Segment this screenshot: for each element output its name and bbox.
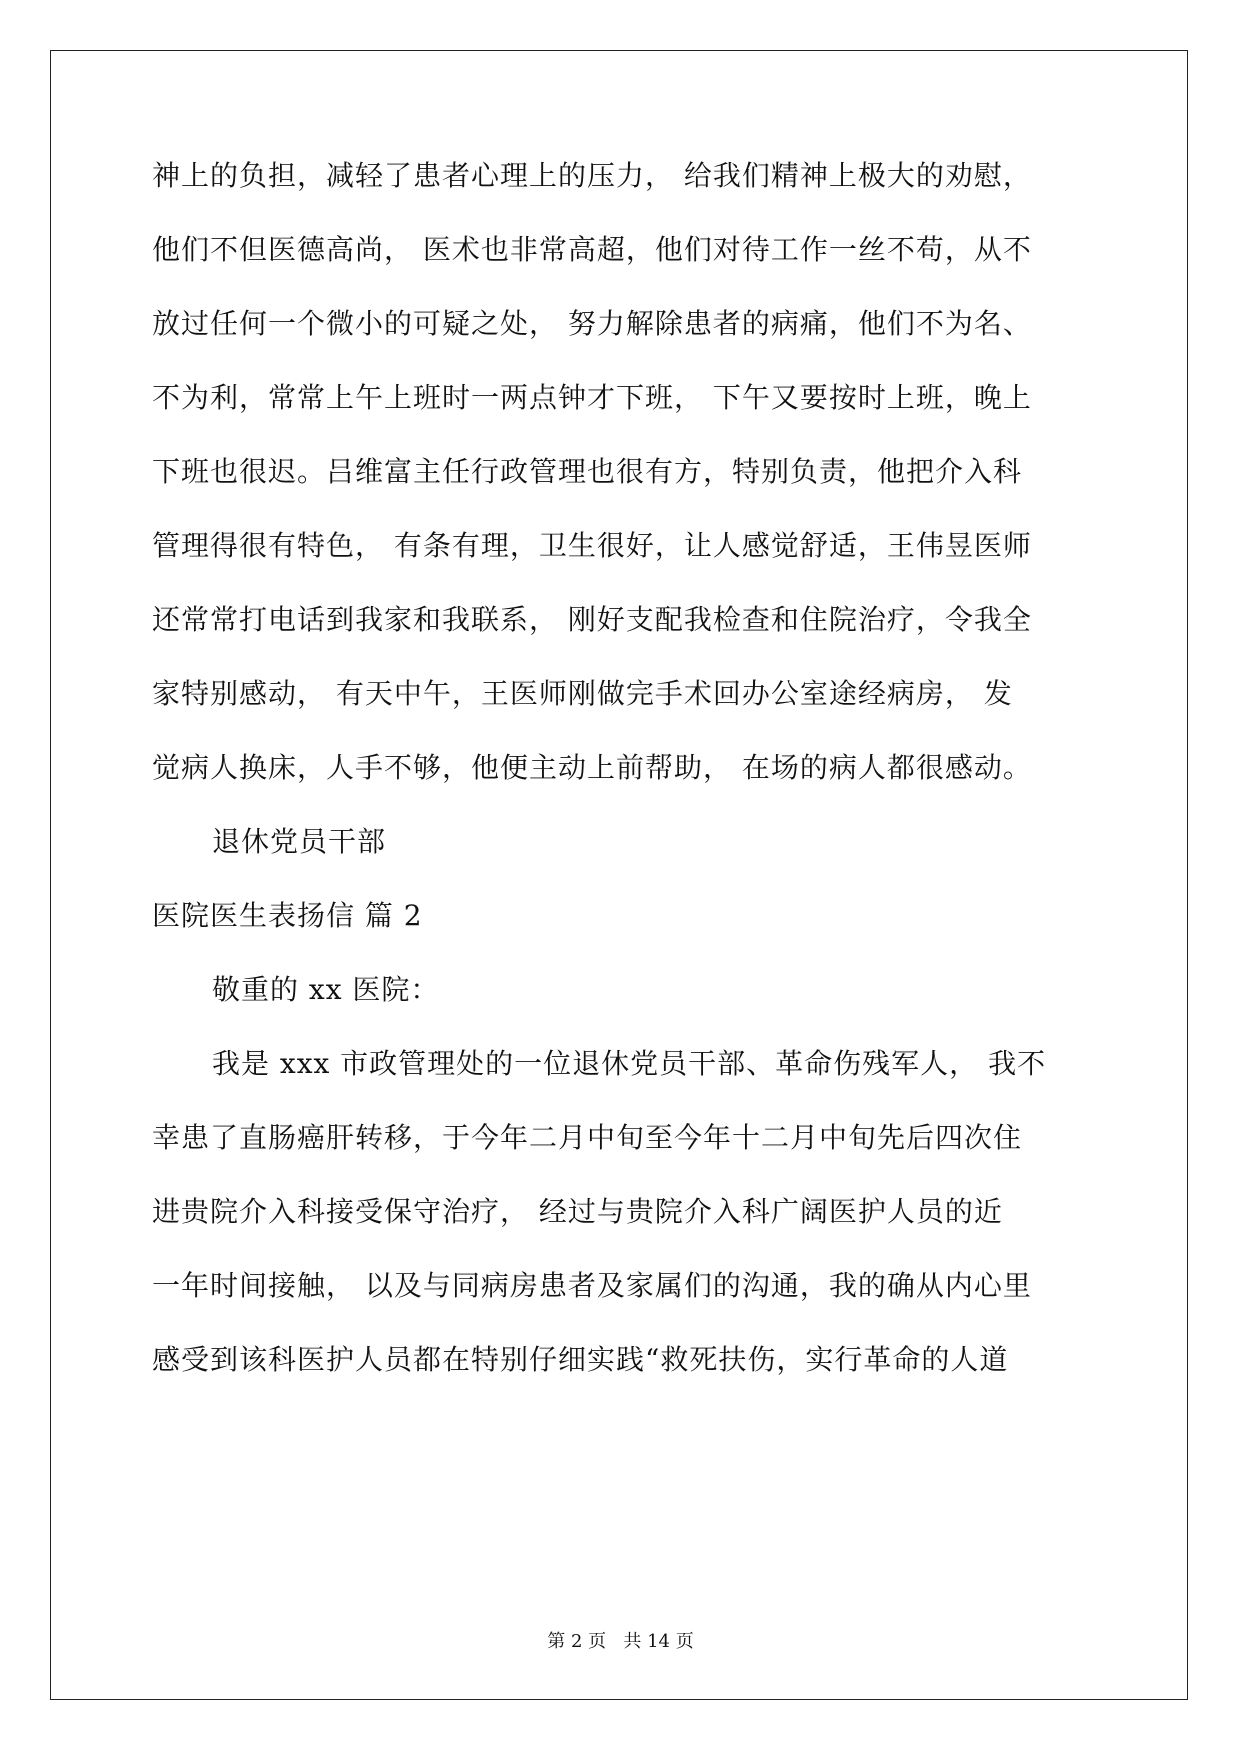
letter-line: 感受到该科医护人员都在特别仔细实践“救死扶伤，实行革命的人道 (152, 1343, 1009, 1376)
letter-line: 一年时间接触， 以及与同病房患者及家属们的沟通，我的确从内心里 (152, 1269, 1032, 1302)
letter-line: 进贵院介入科接受保守治疗， 经过与贵院介入科广阔医护人员的近 (152, 1195, 1003, 1228)
body-line: 不为利，常常上午上班时一两点钟才下班， 下午又要按时上班，晚上 (152, 381, 1032, 414)
body-line: 觉病人换床，人手不够，他便主动上前帮助， 在场的病人都很感动。 (152, 751, 1032, 784)
letter-line: 我是 xxx 市政管理处的一位退休党员干部、革命伤残军人， 我不 (212, 1047, 1047, 1080)
signature: 退休党员干部 (212, 825, 387, 858)
salutation: 敬重的 xx 医院： (212, 973, 440, 1006)
body-line: 管理得很有特色， 有条有理，卫生很好，让人感觉舒适，王伟昱医师 (152, 529, 1032, 562)
body-line: 放过任何一个微小的可疑之处， 努力解除患者的病痛，他们不为名、 (152, 307, 1032, 340)
body-line: 神上的负担，减轻了患者心理上的压力， 给我们精神上极大的劝慰， (152, 159, 1032, 192)
letter-line: 幸患了直肠癌肝转移，于今年二月中旬至今年十二月中旬先后四次住 (152, 1121, 1023, 1154)
body-line: 还常常打电话到我家和我联系， 刚好支配我检查和住院治疗，令我全 (152, 603, 1032, 636)
section-title: 医院医生表扬信 篇 2 (152, 899, 423, 932)
page-border (50, 50, 1188, 1700)
body-line: 下班也很迟。吕维富主任行政管理也很有方，特别负责，他把介入科 (152, 455, 1023, 488)
body-line: 他们不但医德高尚， 医术也非常高超，他们对待工作一丝不苟，从不 (152, 233, 1032, 266)
page-number-footer: 第 2 页 共 14 页 (547, 1631, 694, 1652)
body-line: 家特别感动， 有天中午，王医师刚做完手术回办公室途经病房， 发 (152, 677, 1013, 710)
